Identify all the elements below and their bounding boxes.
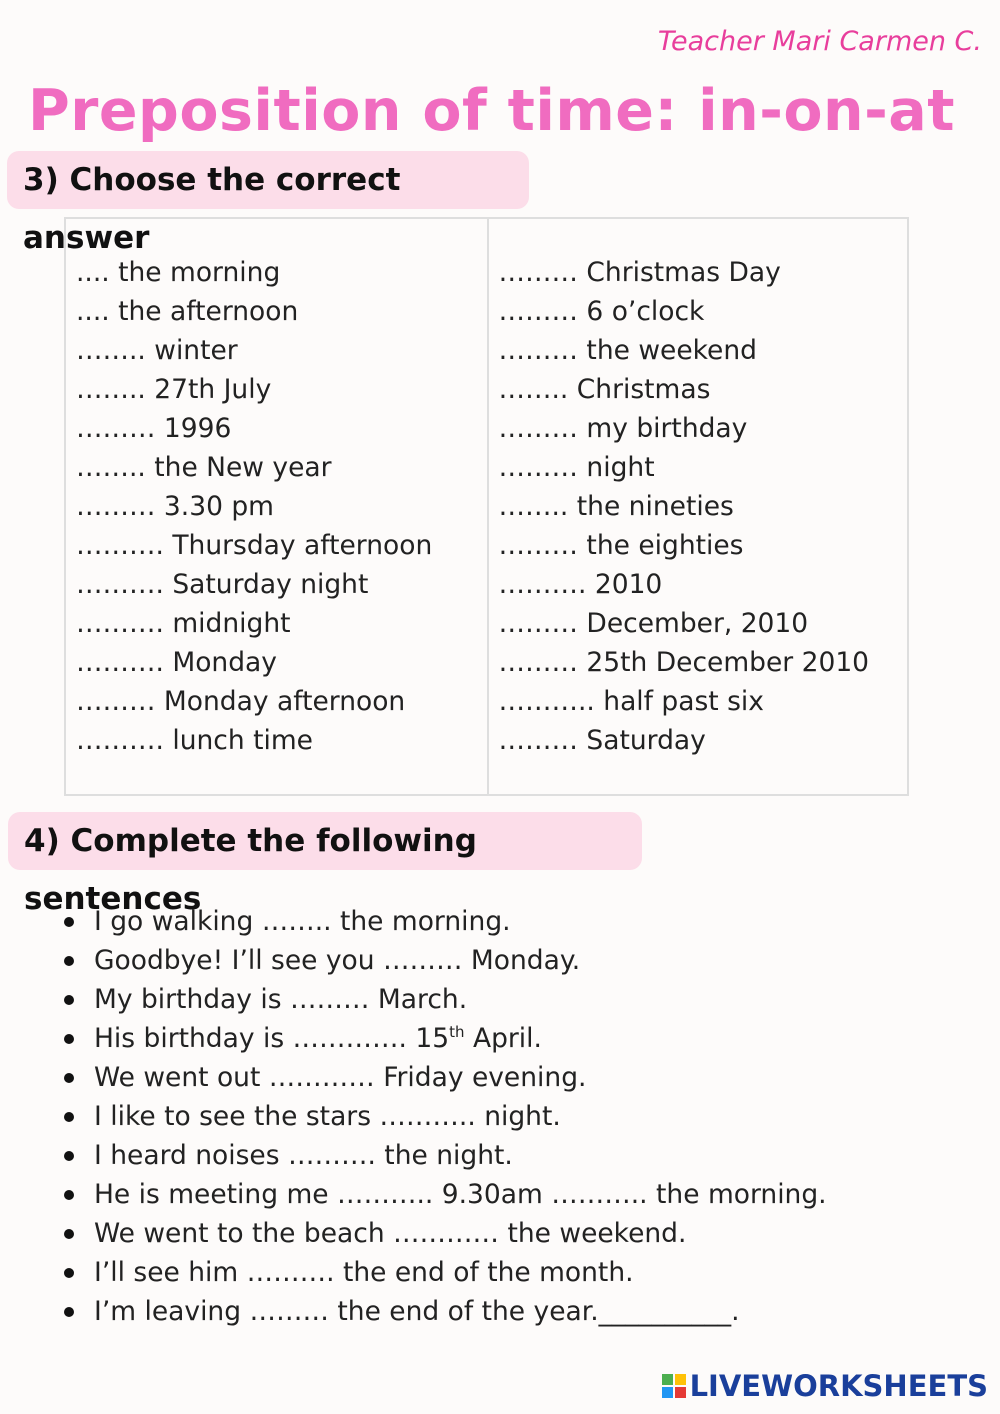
section-3-heading: 3) Choose the correct answer <box>7 151 529 209</box>
liveworksheets-logo[interactable] <box>662 1368 988 1404</box>
list-item <box>60 1253 827 1292</box>
bullet-icon <box>64 1307 74 1317</box>
sentence-text: My birthday is ……… March. <box>94 984 468 1015</box>
table-item: ……… Christmas Day <box>498 257 781 288</box>
list-item <box>60 1097 827 1136</box>
left-column <box>66 219 487 794</box>
table-item: …….. winter <box>76 335 238 366</box>
bullet-icon <box>64 1034 74 1044</box>
ordinal-suffix: th <box>449 1023 465 1042</box>
table-item: ………. lunch time <box>76 725 313 756</box>
logo-text: LIVEWORKSHEETS <box>689 1369 988 1403</box>
table-item: ……… the eighties <box>498 530 744 561</box>
bullet-icon <box>64 995 74 1005</box>
list-item <box>60 1214 827 1253</box>
table-item: ………. Monday <box>76 647 277 678</box>
bullet-icon <box>64 1073 74 1083</box>
answer-table <box>64 217 909 796</box>
list-item <box>60 1058 827 1097</box>
sentence-text: His birthday is …………. 15 <box>94 1023 450 1054</box>
logo-mark-icon <box>662 1374 686 1398</box>
bullet-icon <box>64 1268 74 1278</box>
logo-square <box>662 1387 673 1398</box>
right-column <box>487 219 908 794</box>
list-item <box>60 1136 827 1175</box>
list-item <box>60 1175 827 1214</box>
table-item: ……… 3.30 pm <box>76 491 274 522</box>
table-item: ……… my birthday <box>498 413 748 444</box>
list-item <box>60 902 827 941</box>
sentence-text: He is meeting me ……….. 9.30am ……….. the morning. <box>94 1179 827 1210</box>
table-item: ……… December, 2010 <box>498 608 809 639</box>
table-item: ………. Thursday afternoon <box>76 530 433 561</box>
bullet-icon <box>64 1190 74 1200</box>
sentence-text: Goodbye! I’ll see you ……… Monday. <box>94 945 581 976</box>
list-item <box>60 1292 827 1331</box>
sentence-text: I like to see the stars ……….. night. <box>94 1101 561 1132</box>
table-item: ……… night <box>498 452 655 483</box>
sentence-text: I’ll see him ………. the end of the month. <box>94 1257 634 1288</box>
table-item: …….. Christmas <box>498 374 711 405</box>
sentence-text: We went to the beach ………… the weekend. <box>94 1218 687 1249</box>
table-item: …….. 27th July <box>76 374 272 405</box>
sentence-tail: April. <box>464 1023 542 1054</box>
sentence-text: I go walking …….. the morning. <box>94 906 511 937</box>
table-item: ………. midnight <box>76 608 291 639</box>
table-item: ……… 1996 <box>76 413 232 444</box>
list-item <box>60 980 827 1019</box>
table-item: .... the morning <box>76 257 281 288</box>
bullet-icon <box>64 1112 74 1122</box>
bullet-icon <box>64 956 74 966</box>
sentence-list <box>60 902 827 1331</box>
bullet-icon <box>64 1151 74 1161</box>
table-item: ……… 6 o’clock <box>498 296 705 327</box>
table-item: ……… 25th December 2010 <box>498 647 870 678</box>
table-item: ……….. half past six <box>498 686 764 717</box>
sentence-text: I heard noises ………. the night. <box>94 1140 513 1171</box>
table-item: …….. the nineties <box>498 491 734 522</box>
sentence-text: I’m leaving ……… the end of the year.__________. <box>94 1296 740 1327</box>
author-credit: Teacher Mari Carmen C. <box>657 26 982 57</box>
table-item: ……… Saturday <box>498 725 706 756</box>
sentence-text: We went out ………… Friday evening. <box>94 1062 587 1093</box>
bullet-icon <box>64 1229 74 1239</box>
table-item: ……… the weekend <box>498 335 757 366</box>
logo-square <box>675 1387 686 1398</box>
section-4-heading: 4) Complete the following sentences <box>8 812 642 870</box>
logo-square <box>675 1374 686 1385</box>
table-item: ……… Monday afternoon <box>76 686 406 717</box>
table-item: .... the afternoon <box>76 296 299 327</box>
bullet-icon <box>64 917 74 927</box>
page-title: Preposition of time: in-on-at <box>27 78 955 144</box>
logo-square <box>662 1374 673 1385</box>
list-item <box>60 941 827 980</box>
table-item: ………. Saturday night <box>76 569 369 600</box>
table-item: ………. 2010 <box>498 569 663 600</box>
table-item: …….. the New year <box>76 452 332 483</box>
list-item <box>60 1019 827 1058</box>
